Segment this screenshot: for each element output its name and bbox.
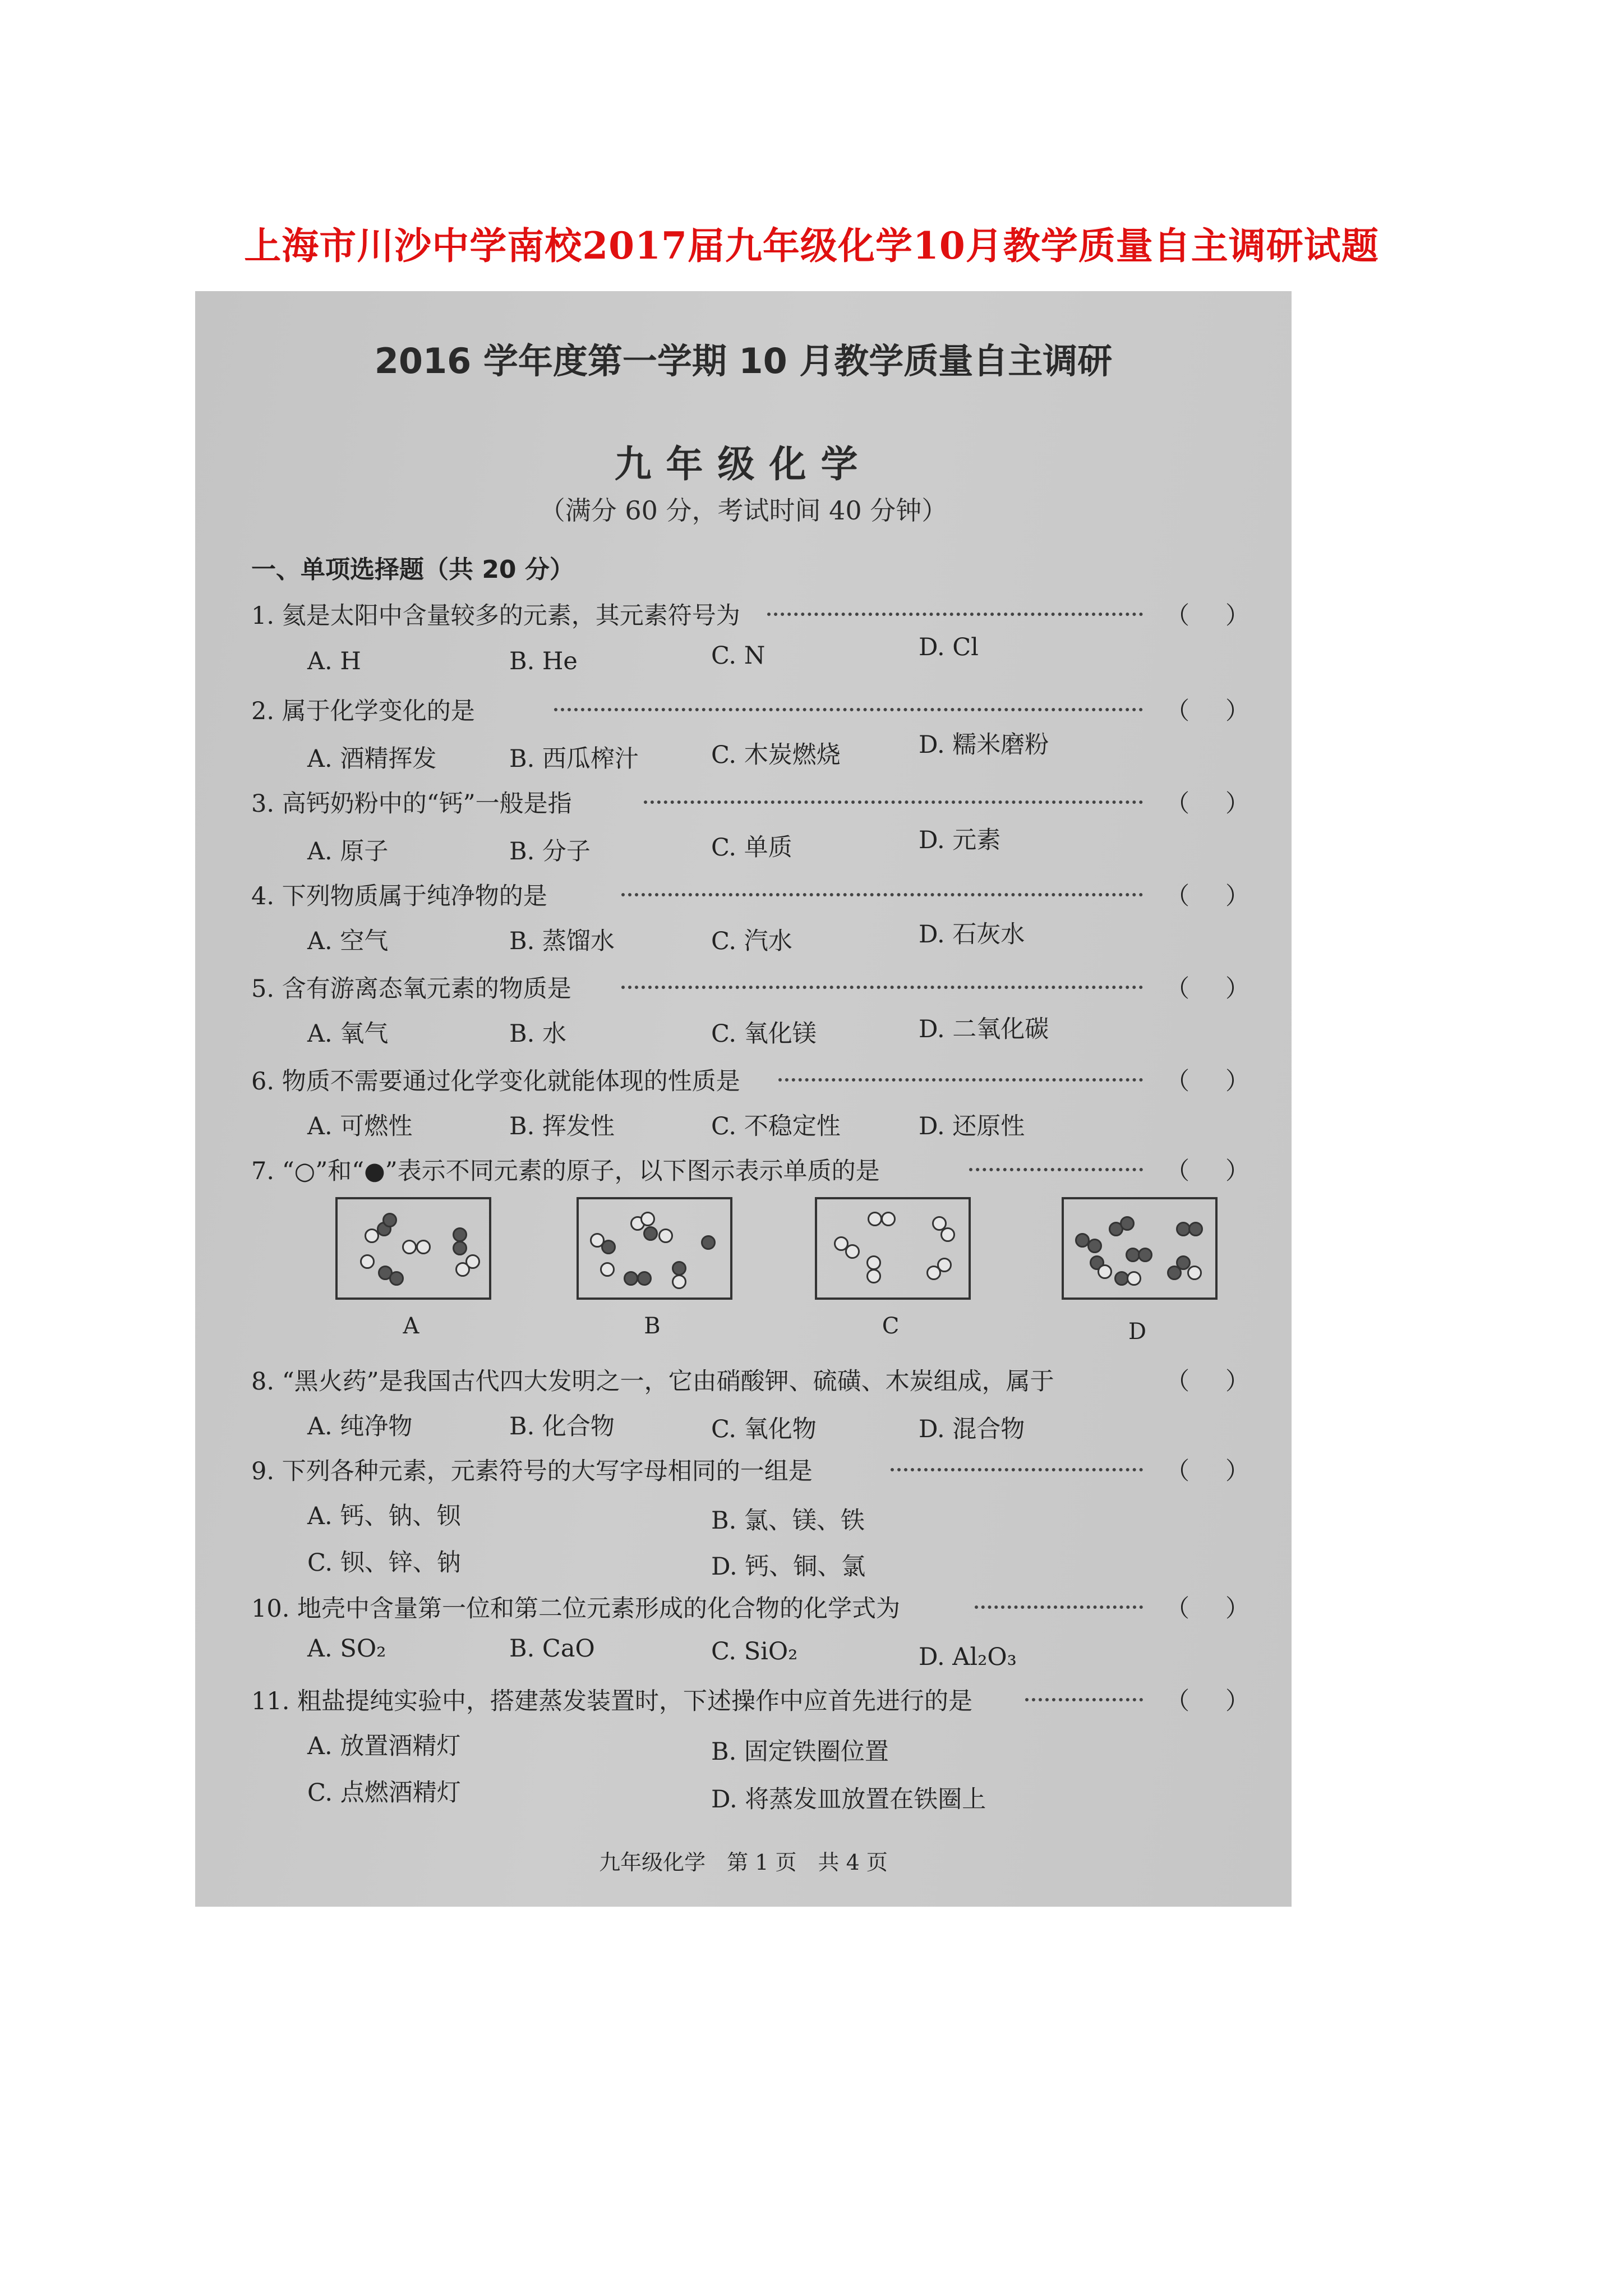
paren-open: （ [1165, 1687, 1189, 1715]
question-stem: 2. 属于化学变化的是 [251, 697, 475, 725]
question-stem: 3. 高钙奶粉中的“钙”一般是指 [251, 790, 572, 818]
exam-note: （满分 60 分，考试时间 40 分钟） [539, 495, 948, 526]
option-c: C. 汽水 [711, 927, 792, 955]
question-1 [251, 597, 1249, 636]
light-atom [402, 1240, 417, 1254]
option-c: C. 点燃酒精灯 [307, 1779, 461, 1807]
exam-paper [195, 291, 1292, 1907]
question-10 [251, 1590, 1249, 1629]
option-b: B. 挥发性 [509, 1112, 615, 1140]
leader-dots [778, 1078, 1143, 1082]
option-c: C. 木炭燃烧 [711, 741, 841, 769]
light-atom [866, 1255, 881, 1270]
question-6 [251, 1062, 1249, 1102]
option-a: A. 酒精挥发 [307, 745, 437, 773]
leader-dots [767, 613, 1143, 616]
light-atom [881, 1212, 896, 1226]
leader-dots [891, 1468, 1143, 1471]
answer-blank[interactable] [1165, 1682, 1249, 1717]
leader-dots [975, 1605, 1143, 1609]
question-stem: 6. 物质不需要通过化学变化就能体现的性质是 [251, 1068, 740, 1096]
option-c: C. 钡、锌、钠 [307, 1549, 461, 1577]
option-a: A. 纯净物 [307, 1412, 413, 1441]
dark-atom [1167, 1266, 1182, 1280]
option-d: D. 元素 [919, 826, 1001, 854]
light-atom [416, 1240, 431, 1254]
dark-atom [601, 1240, 616, 1254]
question-stem: 8. “黑火药”是我国古代四大发明之一，它由硝酸钾、硫磺、木炭组成，属于 [251, 1368, 1054, 1396]
light-atom [1127, 1271, 1141, 1286]
light-atom [360, 1254, 375, 1269]
light-atom [600, 1262, 615, 1277]
leader-dots [644, 800, 1143, 804]
paren-close: ） [1225, 1368, 1249, 1396]
option-d: D. 二氧化碳 [919, 1015, 1049, 1043]
option-d: D. 钙、铜、氯 [711, 1553, 866, 1581]
paren-open: （ [1165, 1368, 1189, 1396]
leader-dots [554, 708, 1143, 711]
option-d: D. 混合物 [919, 1415, 1025, 1443]
question-11 [251, 1682, 1249, 1722]
light-atom [658, 1228, 673, 1243]
diagram-c [815, 1197, 971, 1300]
answer-blank[interactable] [1165, 597, 1249, 631]
question-stem: 4. 下列物质属于纯净物的是 [251, 882, 547, 910]
option-a: A. 可燃性 [307, 1112, 413, 1140]
dark-atom [1087, 1239, 1102, 1253]
dark-atom [1138, 1248, 1152, 1262]
question-7 [251, 1152, 1249, 1191]
paren-close: ） [1225, 1595, 1249, 1623]
dark-atom [453, 1241, 467, 1255]
diagram-label-c: C [882, 1313, 900, 1339]
question-9 [251, 1452, 1249, 1492]
option-a: A. 空气 [307, 927, 389, 955]
paren-open: （ [1165, 602, 1189, 630]
option-d: D. 还原性 [919, 1112, 1025, 1140]
light-atom [937, 1258, 952, 1272]
option-b: B. 西瓜榨汁 [509, 745, 639, 773]
paren-close: ） [1225, 1157, 1249, 1185]
dark-atom [624, 1271, 638, 1286]
light-atom [465, 1254, 480, 1269]
option-b: B. He [509, 647, 578, 675]
page-footer: 九年级化学 第 1 页 共 4 页 [599, 1850, 888, 1875]
option-a: A. SO₂ [307, 1635, 386, 1663]
paren-open: （ [1165, 697, 1189, 725]
light-atom [640, 1212, 655, 1226]
section-title: 一、单项选择题（共 20 分） [251, 555, 574, 584]
diagram-label-b: B [644, 1313, 661, 1339]
answer-blank[interactable] [1165, 1152, 1249, 1186]
answer-blank[interactable] [1165, 1452, 1249, 1487]
answer-blank[interactable] [1165, 1062, 1249, 1097]
light-atom [940, 1227, 955, 1242]
diagram-label-a: A [403, 1313, 419, 1339]
dark-atom [1188, 1222, 1203, 1236]
question-stem: 11. 粗盐提纯实验中，搭建蒸发装置时，下述操作中应首先进行的是 [251, 1687, 973, 1715]
option-b: B. CaO [509, 1635, 595, 1663]
paren-close: ） [1225, 602, 1249, 630]
option-b: B. 蒸馏水 [509, 927, 615, 955]
paren-close: ） [1225, 1457, 1249, 1485]
leader-dots [969, 1168, 1143, 1171]
paren-open: （ [1165, 1157, 1189, 1185]
option-a: A. 原子 [307, 838, 389, 866]
light-atom [866, 1269, 881, 1283]
diagram-b [577, 1197, 732, 1300]
dark-atom [382, 1213, 397, 1227]
paren-open: （ [1165, 1595, 1189, 1623]
question-8 [251, 1363, 1249, 1402]
option-c: C. 氧化物 [711, 1415, 817, 1443]
leader-dots [621, 893, 1143, 896]
paren-close: ） [1225, 790, 1249, 818]
paren-close: ） [1225, 1687, 1249, 1715]
paren-open: （ [1165, 790, 1189, 818]
diagram-label-d: D [1128, 1319, 1147, 1345]
option-c: C. 氧化镁 [711, 1020, 817, 1048]
paren-close: ） [1225, 697, 1249, 725]
dark-atom [701, 1235, 716, 1250]
dark-atom [389, 1271, 404, 1286]
paren-open: （ [1165, 975, 1189, 1003]
option-b: B. 分子 [509, 838, 591, 866]
question-4 [251, 877, 1249, 917]
option-b: B. 水 [509, 1020, 566, 1048]
option-c: C. SiO₂ [711, 1637, 798, 1665]
question-2 [251, 692, 1249, 731]
question-3 [251, 785, 1249, 824]
dark-atom [453, 1227, 467, 1242]
paren-open: （ [1165, 882, 1189, 910]
dark-atom [637, 1271, 652, 1286]
paren-close: ） [1225, 882, 1249, 910]
question-stem: 10. 地壳中含量第一位和第二位元素形成的化合物的化学式为 [251, 1595, 901, 1623]
option-c: C. N [711, 642, 766, 670]
answer-blank[interactable] [1165, 877, 1249, 912]
answer-blank[interactable] [1165, 1363, 1249, 1397]
leader-dots [621, 986, 1143, 989]
exam-page-photo [195, 291, 1292, 1907]
question-stem: 5. 含有游离态氧元素的物质是 [251, 975, 571, 1003]
diagram-a [335, 1197, 491, 1300]
question-stem: 1. 氦是太阳中含量较多的元素，其元素符号为 [251, 602, 740, 630]
answer-blank[interactable] [1165, 785, 1249, 819]
paren-open: （ [1165, 1068, 1189, 1096]
option-d: D. Cl [919, 633, 979, 661]
option-a: A. 放置酒精灯 [307, 1732, 461, 1760]
option-a: A. H [307, 647, 361, 675]
option-d: D. Al₂O₃ [919, 1643, 1017, 1671]
option-b: B. 固定铁圈位置 [711, 1738, 889, 1766]
option-a: A. 钙、钠、钡 [307, 1502, 461, 1530]
dark-atom [643, 1226, 658, 1241]
document-title: 上海市川沙中学南校2017届九年级化学10月教学质量自主调研试题 [244, 224, 1379, 268]
paren-close: ） [1225, 1068, 1249, 1096]
dark-atom [672, 1261, 686, 1276]
light-atom [672, 1274, 686, 1289]
option-d: D. 糯米磨粉 [919, 731, 1049, 759]
dark-atom [1120, 1216, 1135, 1231]
option-b: B. 氯、镁、铁 [711, 1507, 865, 1535]
light-atom [845, 1244, 860, 1259]
answer-blank[interactable] [1165, 970, 1249, 1004]
exam-subject: 九年级化学 [614, 443, 873, 486]
answer-blank[interactable] [1165, 692, 1249, 726]
option-d: D. 将蒸发皿放置在铁圈上 [711, 1786, 986, 1814]
paren-open: （ [1165, 1457, 1189, 1485]
option-c: C. 单质 [711, 834, 792, 862]
option-a: A. 氧气 [307, 1020, 389, 1048]
leader-dots [1025, 1698, 1143, 1701]
light-atom [1187, 1266, 1202, 1280]
option-c: C. 不稳定性 [711, 1112, 841, 1140]
light-atom [868, 1212, 882, 1226]
question-stem: 7. “○”和“●”表示不同元素的原子，以下图示表示单质的是 [251, 1157, 880, 1185]
answer-blank[interactable] [1165, 1590, 1249, 1624]
question-stem: 9. 下列各种元素，元素符号的大写字母相同的一组是 [251, 1457, 813, 1485]
diagram-d [1062, 1197, 1218, 1300]
light-atom [1098, 1264, 1112, 1279]
option-d: D. 石灰水 [919, 921, 1025, 949]
question-5 [251, 970, 1249, 1009]
paren-close: ） [1225, 975, 1249, 1003]
exam-heading: 2016 学年度第一学期 10 月教学质量自主调研 [374, 341, 1113, 381]
option-b: B. 化合物 [509, 1412, 615, 1441]
